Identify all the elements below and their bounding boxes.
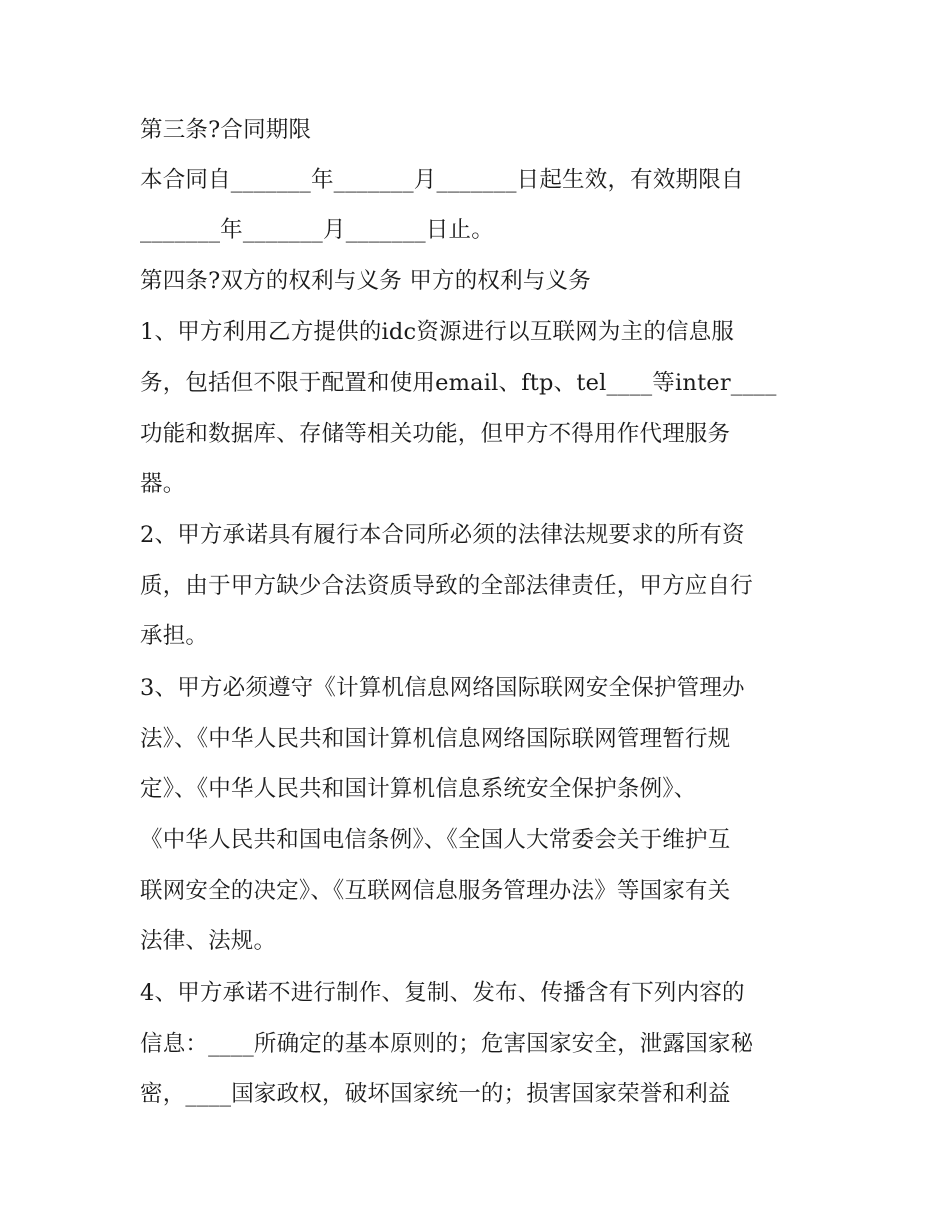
clause-2-line: 2、甲方承诺具有履行本合同所必须的法律法规要求的所有资: [140, 522, 745, 548]
clause-4-line: 密，____国家政权，破坏国家统一的；损害国家荣誉和利益: [140, 1081, 731, 1107]
clause-2-line: 承担。: [140, 623, 209, 649]
clause-4-line: 4、甲方承诺不进行制作、复制、发布、传播含有下列内容的: [140, 980, 745, 1006]
clause-1-line: 功能和数据库、存储等相关功能，但甲方不得用作代理服务: [140, 421, 731, 447]
clause-1-line: 1、甲方利用乙方提供的idc资源进行以互联网为主的信息服: [140, 319, 735, 345]
article-3-heading: 第三条?合同期限: [140, 117, 312, 143]
paragraph-line: _______年_______月_______日止。: [140, 217, 494, 243]
clause-3-line: 联网安全的决定》、《互联网信息服务管理办法》等国家有关: [140, 878, 731, 904]
clause-3-line: 法律、法规。: [140, 928, 277, 954]
article-4-heading: 第四条?双方的权利与义务 甲方的权利与义务: [140, 268, 591, 294]
clause-1-line: 务，包括但不限于配置和使用email、ftp、tel____等inter____: [140, 370, 777, 396]
clause-3-line: 《中华人民共和国电信条例》、《全国人大常委会关于维护互: [140, 827, 731, 853]
clause-2-line: 质，由于甲方缺少合法资质导致的全部法律责任，甲方应自行: [140, 573, 753, 599]
clause-3-line: 法》、《中华人民共和国计算机信息网络国际联网管理暂行规: [140, 726, 731, 752]
clause-3-line: 3、甲方必须遵守《计算机信息网络国际联网安全保护管理办: [140, 675, 745, 701]
clause-3-line: 定》、《中华人民共和国计算机信息系统安全保护条例》、: [140, 776, 697, 802]
clause-4-line: 信息：____所确定的基本原则的；危害国家安全，泄露国家秘: [140, 1031, 754, 1057]
clause-1-line: 器。: [140, 471, 186, 497]
paragraph-line: 本合同自_______年_______月_______日起生效，有效期限自: [140, 167, 744, 193]
